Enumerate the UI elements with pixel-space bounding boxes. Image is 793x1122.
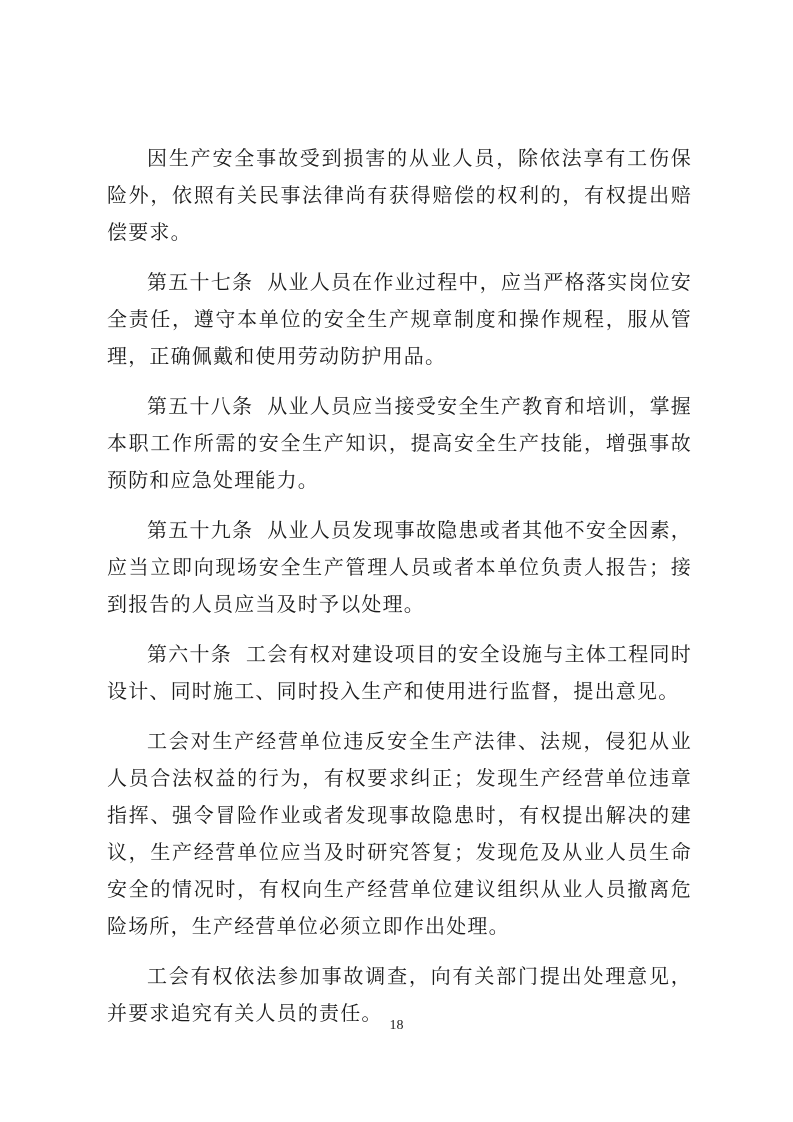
paragraph-text: 工会对生产经营单位违反安全生产法律、法规，侵犯从业人员合法权益的行为，有权要求纠正；发现生产经营单位违章指挥、强令冒险作业或者发现事故隐患时，有权提出解决的建议，生产经营单位应当及时研究答复；发现危及从业人员生命安全的情况时，有权向生产经营单位建议组织从业人员撤离危险场所，生产经营单位必须立即作出处理。 [107,729,692,938]
article-57 [107,264,692,375]
document-body [107,140,692,1045]
paragraph-text: 从业人员在作业过程中，应当严格落实岗位安全责任，遵守本单位的安全生产规章制度和操作规程，服从管理，正确佩戴和使用劳动防护用品。 [107,270,693,368]
article-number: 第五十八条 [147,394,254,418]
article-59 [107,512,692,623]
paragraph-text: 工会有权对建设项目的安全设施与主体工程同时设计、同时施工、同时投入生产和使用进行监督，提出意见。 [107,642,692,703]
paragraph-text: 从业人员应当接受安全生产教育和培训，掌握本职工作所需的安全生产知识，提高安全生产技能，增强事故预防和应急处理能力。 [107,394,693,492]
article-number: 第六十条 [147,642,232,666]
paragraph-1 [107,140,692,251]
article-58 [107,388,692,499]
page-number: 18 [389,1018,404,1033]
paragraph-text: 从业人员发现事故隐患或者其他不安全因素，应当立即向现场安全生产管理人员或者本单位负责人报告；接到报告的人员应当及时予以处理。 [107,518,693,616]
paragraph-6 [107,723,692,945]
paragraph-text: 因生产安全事故受到损害的从业人员，除依法享有工伤保险外，依照有关民事法律尚有获得赔偿的权利的，有权提出赔偿要求。 [107,146,692,244]
article-number: 第五十七条 [147,270,254,294]
article-60 [107,636,692,710]
paragraph-text: 工会有权依法参加事故调查，向有关部门提出处理意见，并要求追究有关人员的责任。 [107,964,692,1025]
article-number: 第五十九条 [147,518,254,542]
